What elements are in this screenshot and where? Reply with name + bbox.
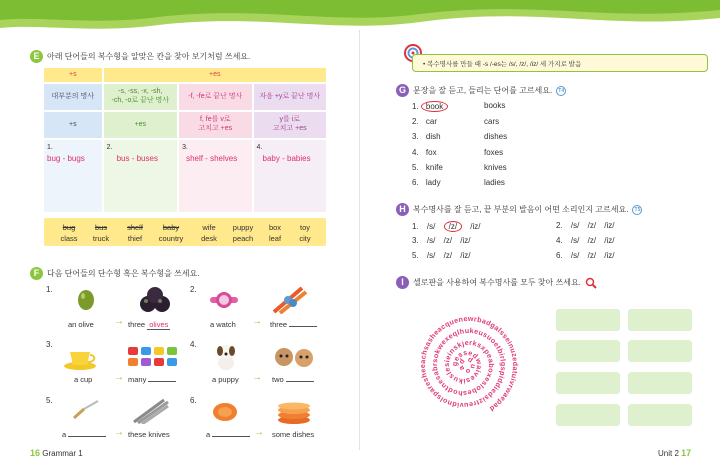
sound-choice-row[interactable]	[412, 221, 487, 232]
choice-row[interactable]	[412, 101, 448, 112]
plural-answer[interactable]	[270, 320, 317, 329]
plural-prefix: two	[272, 375, 284, 384]
word-bank-item: toy	[299, 223, 310, 232]
header-s: +s	[44, 68, 102, 82]
word-bank-item: bus	[94, 223, 108, 232]
section-g-title	[396, 84, 566, 97]
choice-row[interactable]	[412, 132, 441, 141]
option-iz[interactable]: /iz/	[604, 221, 615, 230]
article: a	[206, 430, 211, 439]
row-num: 2.	[556, 221, 563, 230]
row-num: 2.	[412, 117, 419, 126]
sound-choice-row[interactable]	[556, 221, 621, 230]
option-z[interactable]: /z/	[443, 251, 453, 260]
word-bank-item: box	[268, 223, 282, 232]
arrow-icon: →	[252, 316, 262, 327]
choice-a-selected[interactable]: book	[421, 101, 448, 112]
example-word: bus - buses	[116, 153, 158, 163]
choice-a[interactable]: dish	[425, 132, 441, 141]
plural-prefix: three	[128, 320, 146, 329]
answer-box[interactable]	[628, 340, 692, 362]
puppy-icon	[214, 343, 238, 371]
dishes-icon	[276, 402, 312, 424]
section-f-title	[30, 267, 199, 280]
example-cell[interactable]	[44, 140, 102, 212]
answer-blank	[289, 320, 317, 327]
answer-blank	[68, 430, 106, 437]
watches-icon	[272, 286, 308, 314]
letter-spiral-puzzle[interactable]	[400, 290, 535, 440]
cup-icon	[64, 348, 98, 370]
choice-b[interactable]: knives	[484, 163, 507, 172]
section-f-badge: F	[30, 267, 43, 280]
example-cell[interactable]	[254, 140, 326, 212]
rule-cell: +es	[104, 112, 177, 138]
sound-choice-row[interactable]	[412, 251, 477, 260]
sound-choice-row[interactable]	[412, 236, 477, 245]
plural-word: these knives	[128, 430, 170, 439]
option-s[interactable]: /s/	[570, 236, 580, 245]
example-num: 2.	[106, 144, 113, 151]
word-bank-item: puppy	[232, 223, 254, 232]
page-number: 16	[30, 448, 41, 458]
choice-a[interactable]: lady	[425, 178, 441, 187]
olives-icon	[138, 286, 172, 314]
choice-a[interactable]: car	[425, 117, 438, 126]
right-footer	[658, 448, 691, 458]
row-num: 5.	[412, 251, 419, 260]
example-word: bug - bugs	[47, 153, 85, 163]
option-s[interactable]: /s/	[570, 221, 580, 230]
desc-cell: -f, -fe로 끝난 명사	[179, 84, 251, 110]
word-bank-item: peach	[232, 234, 254, 243]
answer-blank	[148, 375, 176, 382]
plural-answer[interactable]	[128, 375, 176, 384]
item-num: 5.	[46, 396, 53, 405]
desc-cell: 자음 +y로 끝난 명사	[254, 84, 326, 110]
word-bank-item: truck	[92, 234, 110, 243]
section-f-instruction: 다음 단어들의 단수형 혹은 복수형을 쓰세요.	[47, 269, 200, 278]
singular-word[interactable]	[62, 430, 106, 439]
option-iz[interactable]: /iz/	[604, 236, 615, 245]
choice-row[interactable]	[412, 148, 437, 157]
singular-word: a watch	[210, 320, 236, 329]
choice-a[interactable]: knife	[425, 163, 443, 172]
cups-icon	[126, 344, 180, 368]
header-es: +es	[104, 68, 326, 82]
section-e-title	[30, 50, 250, 63]
row-num: 4.	[412, 148, 419, 157]
option-iz[interactable]: /iz/	[460, 251, 471, 260]
desc-cell: 대부분의 명사	[44, 84, 102, 110]
watch-icon	[210, 290, 238, 310]
row-num: 4.	[556, 236, 563, 245]
section-i-badge: I	[396, 276, 409, 289]
singular-word: a cup	[74, 375, 93, 384]
arrow-icon: →	[114, 427, 124, 438]
choice-row[interactable]	[412, 178, 441, 187]
answer-box[interactable]	[556, 372, 620, 394]
plural-answer[interactable]	[272, 375, 314, 384]
choice-b[interactable]: foxes	[484, 148, 504, 157]
rule-cell: y를 i로 고치고 +es	[254, 112, 326, 138]
puppies-icon	[272, 346, 316, 370]
example-word: baby - babies	[262, 153, 311, 163]
example-word: shelf - shelves	[186, 153, 238, 163]
item-num: 3.	[46, 340, 53, 349]
option-s[interactable]: /s/	[570, 251, 580, 260]
note-box	[412, 54, 708, 72]
item-num: 4.	[190, 340, 197, 349]
row-num: 3.	[412, 132, 419, 141]
option-iz[interactable]: /iz/	[460, 236, 471, 245]
rule-cell: +s	[44, 112, 102, 138]
word-bank-item: city	[299, 234, 311, 243]
arrow-icon: →	[114, 316, 124, 327]
dish-icon	[212, 402, 238, 422]
option-z[interactable]: /z/	[587, 236, 597, 245]
option-z[interactable]: /z/	[443, 236, 453, 245]
choice-b[interactable]: books	[484, 101, 506, 110]
choice-row[interactable]	[412, 163, 443, 172]
example-cell[interactable]	[104, 140, 177, 212]
section-i-instruction: 셀로판을 사용하여 복수명사를 모두 찾아 쓰세요.	[413, 278, 581, 287]
sound-choice-row[interactable]	[556, 251, 621, 260]
item-num: 6.	[190, 396, 197, 405]
knife-icon	[70, 400, 100, 420]
item-num: 1.	[46, 285, 53, 294]
answer-box[interactable]	[628, 372, 692, 394]
section-e-instruction: 아래 단어들의 복수형을 알맞은 칸을 찾아 보기처럼 쓰세요.	[47, 52, 251, 61]
singular-word[interactable]	[206, 430, 250, 439]
row-num: 1.	[412, 102, 419, 111]
row-num: 1.	[412, 222, 419, 231]
word-bank-item: thief	[127, 234, 143, 243]
rule-cell: f, fe를 v로 고치고 +es	[179, 112, 251, 138]
arrow-icon: →	[254, 427, 264, 438]
example-num: 1.	[47, 144, 53, 151]
spiral-text-path: duoadgessedwaivesikuslesieinskjerksxpeaboxeslobeshodtnesabrsokwexeqlhukeusuoetbirlgspiddiedsiztreuvidnolsparesheeachsasheacquenewrbadgalsseinuzedatuivrwaepad	[417, 313, 521, 414]
answer-box[interactable]	[556, 309, 620, 331]
word-bank-item: bug	[62, 223, 76, 232]
word-bank-item: wife	[202, 223, 216, 232]
option-iz[interactable]: /iz/	[604, 251, 615, 260]
knives-icon	[130, 398, 170, 424]
section-h-instruction: 복수명사를 잘 듣고, 끝 부분의 발음이 어떤 소리인지 고르세요.	[413, 205, 629, 214]
section-e-badge: E	[30, 50, 43, 63]
example-num: 3.	[182, 144, 188, 151]
plural-prefix: many	[128, 375, 147, 384]
arrow-icon: →	[114, 372, 124, 383]
row-num: 6.	[556, 251, 563, 260]
option-s[interactable]: /s/	[426, 236, 436, 245]
section-h-badge: H	[396, 203, 409, 216]
example-cell[interactable]	[179, 140, 251, 212]
answer-box[interactable]	[556, 340, 620, 362]
word-bank-item: country	[158, 234, 184, 243]
word-bank-item: shelf	[127, 223, 143, 232]
item-num: 2.	[190, 285, 197, 294]
spiral-letters	[418, 314, 520, 414]
choice-b[interactable]: dishes	[484, 132, 508, 141]
note-text: • 복수명사를 만들 때 -s /-es는 /s/, /z/, /iz/ 세 가지로 발음	[423, 60, 582, 68]
section-g-badge: G	[396, 84, 409, 97]
option-z[interactable]: /z/	[587, 221, 597, 230]
unit-label: Unit 2	[658, 449, 679, 458]
singular-word: a puppy	[212, 375, 239, 384]
word-bank-item: leaf	[268, 234, 282, 243]
plural-answer[interactable]	[128, 320, 170, 329]
option-s[interactable]: /s/	[426, 222, 436, 231]
choice-a[interactable]: fox	[425, 148, 437, 157]
article: a	[62, 430, 67, 439]
section-g-instruction: 문장을 잘 듣고, 들리는 단어를 고르세요.	[413, 86, 553, 95]
row-num: 5.	[412, 163, 419, 172]
answer-box[interactable]	[556, 404, 620, 426]
choice-b[interactable]: cars	[484, 117, 500, 126]
answer-box[interactable]	[628, 404, 692, 426]
plural-word: some dishes	[272, 430, 315, 439]
example-num: 4.	[256, 144, 263, 151]
desc-cell: -s, -ss, -x, -sh, -ch, -o로 끝난 명사	[104, 84, 177, 110]
section-h-title	[396, 203, 642, 216]
olive-icon	[76, 288, 96, 312]
arrow-icon: →	[252, 372, 262, 383]
book-label: Grammar 1	[42, 449, 83, 458]
plural-rules-table	[44, 68, 326, 212]
option-iz[interactable]: /iz/	[470, 222, 481, 231]
word-bank-item: desk	[201, 234, 217, 243]
answer-blank	[286, 375, 314, 382]
choice-b[interactable]: ladies	[484, 178, 505, 187]
audio-track-icon[interactable]: T5	[632, 205, 642, 215]
option-s[interactable]: /s/	[426, 251, 436, 260]
left-footer	[30, 448, 83, 458]
right-page	[360, 0, 720, 467]
answer-blank	[212, 430, 250, 437]
word-bank	[44, 218, 326, 246]
word-bank-item: class	[60, 234, 78, 243]
option-z-selected[interactable]: /z/	[444, 221, 462, 232]
section-i-title	[396, 276, 597, 289]
magnifier-icon	[585, 277, 597, 289]
sound-choice-row[interactable]	[556, 236, 621, 245]
answer-olives: olives	[149, 320, 169, 329]
answer-box[interactable]	[628, 309, 692, 331]
row-num: 3.	[412, 236, 419, 245]
audio-track-icon[interactable]: T4	[556, 86, 566, 96]
choice-row[interactable]	[412, 117, 437, 126]
row-num: 6.	[412, 178, 419, 187]
page-number: 17	[681, 448, 692, 458]
option-z[interactable]: /z/	[587, 251, 597, 260]
singular-word: an olive	[68, 320, 94, 329]
word-bank-item: baby	[162, 223, 180, 232]
plural-prefix: three	[270, 320, 288, 329]
